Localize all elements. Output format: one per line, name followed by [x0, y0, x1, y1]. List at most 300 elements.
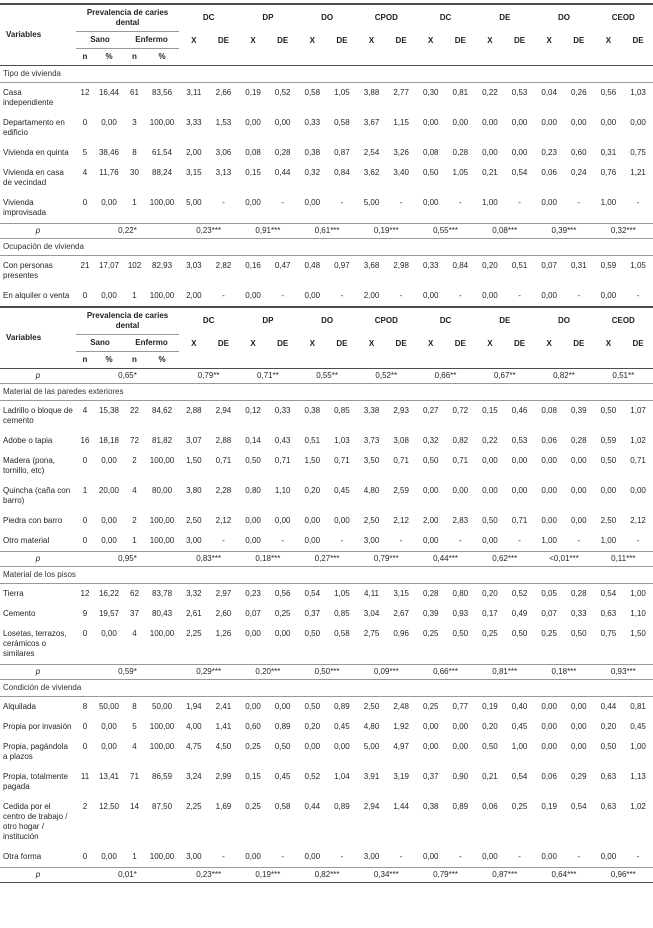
p-value-cell: 0,83***	[179, 552, 238, 567]
col-header-x: X	[534, 335, 564, 369]
value-cell: 0,00	[245, 702, 261, 711]
value-cell: 0,50	[482, 516, 498, 525]
p-value-cell: 0,59*	[76, 665, 179, 680]
p-label: p	[0, 224, 76, 239]
p-value-cell: 0,62***	[475, 552, 534, 567]
value-cell: 2,83	[452, 516, 469, 525]
value-cell: 14	[130, 802, 139, 811]
value-cell: 2,98	[393, 261, 409, 270]
value-cell: 37	[130, 609, 139, 618]
header-row-groups	[0, 307, 653, 335]
value-cell: 0,29	[570, 772, 587, 781]
value-cell: 0,33	[274, 406, 291, 415]
value-cell: 100,00	[149, 198, 175, 207]
value-cell: 1,07	[630, 406, 646, 415]
row-label: Cemento	[3, 609, 36, 618]
p-value-cell: 0,95*	[76, 552, 179, 567]
value-cell: 2,00	[186, 291, 202, 300]
value-cell: 0,21	[482, 772, 498, 781]
value-cell: 0,28	[422, 589, 439, 598]
value-cell: 0,28	[452, 148, 469, 157]
value-cell: -	[518, 536, 521, 545]
value-cell: -	[636, 291, 640, 300]
value-cell: 1,92	[393, 722, 409, 731]
value-cell: 0,71	[334, 456, 350, 465]
value-cell: 0,00	[452, 486, 469, 495]
row-label: Propia, pagándola a plazos	[3, 742, 68, 761]
value-cell: 0,50	[245, 456, 261, 465]
p-value-cell: 0,09***	[357, 665, 416, 680]
value-cell: 0,00	[541, 456, 557, 465]
col-header-n: n	[76, 352, 94, 369]
col-header-x: X	[179, 32, 209, 66]
value-cell: 0	[82, 722, 88, 731]
value-cell: 0,00	[422, 291, 439, 300]
value-cell: 0,08	[245, 148, 261, 157]
value-cell: 0,38	[304, 406, 321, 415]
col-header-de: DE	[386, 32, 416, 66]
value-cell: 0,00	[245, 198, 261, 207]
value-cell: 0,71	[274, 456, 291, 465]
value-cell: 0,00	[245, 536, 261, 545]
value-cell: 0	[82, 742, 88, 751]
value-cell: 0,00	[482, 536, 498, 545]
p-value-cell: 0,11***	[594, 552, 653, 567]
value-cell: 0,20	[304, 486, 321, 495]
p-value-cell: 0,66**	[416, 369, 475, 384]
value-cell: 0,89	[334, 702, 350, 711]
value-cell: 0,00	[422, 742, 439, 751]
value-cell: 0,00	[541, 742, 557, 751]
value-cell: 5,00	[363, 198, 380, 207]
table-row	[0, 286, 653, 307]
value-cell: 3,80	[186, 486, 202, 495]
value-cell: 0,00	[600, 852, 617, 861]
col-header-x: X	[357, 335, 387, 369]
value-cell: 0,00	[452, 118, 469, 127]
value-cell: 2,00	[422, 516, 439, 525]
value-cell: 0,53	[511, 88, 528, 97]
value-cell: 16	[80, 436, 90, 445]
value-cell: 1,44	[393, 802, 409, 811]
p-value-cell: 0,55***	[416, 224, 475, 239]
value-cell: 0,71	[511, 516, 528, 525]
value-cell: 0,26	[570, 88, 587, 97]
value-cell: 1,41	[215, 722, 232, 731]
value-cell: 0,00	[630, 118, 646, 127]
value-cell: 2,12	[393, 516, 409, 525]
value-cell: 0,15	[245, 772, 261, 781]
value-cell: 4,97	[393, 742, 409, 751]
p-value-cell: 0,96***	[594, 868, 653, 883]
value-cell: 0,00	[101, 291, 117, 300]
value-cell: 0,28	[570, 589, 587, 598]
p-value-cell: 0,29***	[179, 665, 238, 680]
value-cell: 0	[82, 118, 88, 127]
value-cell: 1,94	[186, 702, 202, 711]
value-cell: 0,00	[274, 629, 291, 638]
row-label: Casa independiente	[3, 88, 54, 107]
value-cell: 0,81	[452, 88, 469, 97]
col-group-dp-1: DP	[238, 4, 297, 32]
value-cell: -	[518, 198, 521, 207]
table-row	[0, 256, 653, 287]
value-cell: 1,10	[274, 486, 291, 495]
value-cell: 2,28	[215, 486, 232, 495]
section-title: Material de las paredes exteriores	[0, 384, 653, 401]
value-cell: 3,38	[363, 406, 380, 415]
value-cell: 0,00	[541, 291, 557, 300]
value-cell: 0,00	[541, 486, 557, 495]
value-cell: 38,46	[98, 148, 120, 157]
value-cell: 2,75	[363, 629, 380, 638]
value-cell: 9	[82, 609, 88, 618]
section-row	[0, 567, 653, 584]
value-cell: 3,13	[215, 168, 232, 177]
value-cell: 1	[132, 536, 137, 545]
value-cell: 0	[82, 198, 88, 207]
value-cell: 2	[82, 802, 88, 811]
value-cell: 16,22	[98, 589, 120, 598]
col-header-pct: %	[94, 352, 124, 369]
col-header-pct: %	[145, 49, 179, 66]
table-row	[0, 83, 653, 114]
value-cell: 0,12	[245, 406, 261, 415]
value-cell: 71	[130, 772, 139, 781]
section-row	[0, 66, 653, 83]
p-value-cell: 0,55**	[297, 369, 356, 384]
value-cell: -	[577, 852, 581, 861]
value-cell: 3,00	[186, 536, 202, 545]
col-header-de: DE	[327, 32, 357, 66]
value-cell: -	[399, 852, 403, 861]
value-cell: 0,00	[511, 456, 528, 465]
value-cell: 0,00	[511, 148, 528, 157]
value-cell: 0	[82, 456, 88, 465]
value-cell: 0,25	[482, 629, 498, 638]
value-cell: 0,31	[600, 148, 617, 157]
value-cell: 0,58	[274, 802, 291, 811]
value-cell: 88,24	[152, 168, 173, 177]
value-cell: 0,00	[334, 742, 350, 751]
value-cell: 0,00	[304, 536, 321, 545]
value-cell: 0,31	[570, 261, 587, 270]
value-cell: -	[459, 291, 462, 300]
col-header-de: DE	[564, 335, 594, 369]
p-value-cell: 0,87***	[475, 868, 534, 883]
p-value-cell: 0,91***	[238, 224, 297, 239]
value-cell: -	[636, 536, 640, 545]
value-cell: 2,94	[215, 406, 232, 415]
value-cell: 0,76	[600, 168, 617, 177]
value-cell: 2,82	[215, 261, 232, 270]
value-cell: 3,33	[186, 118, 202, 127]
value-cell: 0,00	[304, 291, 321, 300]
value-cell: 0,50	[570, 629, 587, 638]
col-header-de: DE	[209, 32, 239, 66]
value-cell: 2,41	[215, 702, 232, 711]
value-cell: -	[340, 852, 344, 861]
value-cell: 1,05	[630, 261, 646, 270]
p-value-cell: 0,93***	[594, 665, 653, 680]
value-cell: -	[222, 536, 225, 545]
value-cell: 3,06	[215, 148, 232, 157]
p-label: p	[0, 369, 76, 384]
col-group-prevalence: Prevalencia de caries dental	[76, 307, 179, 335]
value-cell: -	[399, 536, 403, 545]
section-title: Condición de vivienda	[0, 680, 653, 697]
value-cell: 0,00	[482, 486, 498, 495]
value-cell: 1,02	[630, 436, 646, 445]
value-cell: 0,60	[245, 722, 261, 731]
p-value-cell: 0,51**	[594, 369, 653, 384]
value-cell: 1,00	[541, 536, 557, 545]
value-cell: 0,00	[274, 702, 291, 711]
section-row	[0, 239, 653, 256]
p-value-cell: 0,71**	[238, 369, 297, 384]
value-cell: 3,19	[393, 772, 409, 781]
row-label: En alquiler o venta	[3, 291, 70, 300]
value-cell: 0,00	[422, 722, 439, 731]
col-header-x: X	[475, 335, 505, 369]
p-value-cell: 0,67**	[475, 369, 534, 384]
value-cell: 87,50	[152, 802, 173, 811]
value-cell: 0,08	[422, 148, 439, 157]
value-cell: 0,58	[334, 118, 350, 127]
value-cell: 0,00	[101, 516, 117, 525]
value-cell: 4,11	[364, 589, 379, 598]
value-cell: 2,50	[363, 516, 380, 525]
p-value-cell: 0,22*	[76, 224, 179, 239]
header-row-sub	[0, 32, 653, 49]
value-cell: 0,50	[600, 742, 617, 751]
value-cell: 1,05	[452, 168, 469, 177]
value-cell: 84,62	[152, 406, 173, 415]
value-cell: 0,39	[570, 406, 587, 415]
value-cell: 0,50	[422, 168, 439, 177]
col-group-dc-0: DC	[179, 307, 238, 335]
value-cell: 0,00	[570, 742, 587, 751]
value-cell: -	[518, 852, 521, 861]
col-group-dc-0: DC	[179, 4, 238, 32]
p-value-cell: 0,19***	[238, 868, 297, 883]
value-cell: 3,88	[363, 88, 380, 97]
value-cell: 61	[130, 88, 139, 97]
row-label: Vivienda en quinta	[3, 148, 69, 157]
p-value-cell: 0,82**	[534, 369, 593, 384]
value-cell: 102	[127, 261, 142, 270]
value-cell: 3,00	[363, 852, 380, 861]
value-cell: 0,25	[245, 742, 261, 751]
header-row-sub	[0, 335, 653, 352]
value-cell: -	[518, 291, 521, 300]
value-cell: 0,00	[482, 118, 498, 127]
value-cell: 0,25	[541, 629, 557, 638]
table-row	[0, 797, 653, 847]
value-cell: 0,00	[304, 516, 321, 525]
value-cell: 0,89	[452, 802, 469, 811]
p-value-cell: 0,64***	[534, 868, 593, 883]
value-cell: 1	[132, 852, 137, 861]
value-cell: 0,96	[393, 629, 409, 638]
value-cell: 100,00	[149, 536, 175, 545]
value-cell: 0,44	[600, 702, 617, 711]
value-cell: 0,63	[600, 772, 617, 781]
col-header-x: X	[297, 32, 327, 66]
value-cell: 0,84	[452, 261, 469, 270]
value-cell: 0,89	[334, 802, 350, 811]
col-group-do-6: DO	[534, 4, 593, 32]
table-row	[0, 584, 653, 605]
value-cell: 0,45	[630, 722, 646, 731]
value-cell: 80,00	[152, 486, 173, 495]
value-cell: 4,80	[363, 486, 380, 495]
p-value-cell: 0,52**	[357, 369, 416, 384]
value-cell: 4	[82, 168, 88, 177]
col-header-de: DE	[505, 32, 535, 66]
value-cell: 0,90	[452, 772, 469, 781]
value-cell: 0,59	[600, 261, 617, 270]
value-cell: 1,03	[630, 88, 646, 97]
value-cell: 2,77	[393, 88, 409, 97]
col-group-ceod-7: CEOD	[594, 307, 653, 335]
row-label: Piedra con barro	[3, 516, 63, 525]
value-cell: 13,41	[98, 772, 120, 781]
col-header-de: DE	[268, 32, 298, 66]
value-cell: 0	[82, 536, 88, 545]
value-cell: 0,24	[570, 168, 587, 177]
col-group-dc-4: DC	[416, 4, 475, 32]
value-cell: 1,50	[186, 456, 202, 465]
value-cell: 2,50	[186, 516, 202, 525]
col-header-x: X	[534, 32, 564, 66]
value-cell: 0,25	[245, 802, 261, 811]
section-row	[0, 680, 653, 697]
value-cell: 0,06	[482, 802, 498, 811]
value-cell: 2,50	[363, 702, 380, 711]
value-cell: 2,88	[215, 436, 232, 445]
value-cell: 4,00	[186, 722, 202, 731]
p-value-cell: 0,81***	[475, 665, 534, 680]
value-cell: 0,23	[541, 148, 557, 157]
value-cell: 0,00	[245, 852, 261, 861]
value-cell: 0,50	[482, 742, 498, 751]
value-cell: 0,45	[274, 772, 291, 781]
value-cell: 0,00	[274, 118, 291, 127]
value-cell: 2,61	[186, 609, 202, 618]
p-value-cell: 0,44***	[416, 552, 475, 567]
value-cell: 5,00	[363, 742, 380, 751]
value-cell: 0,49	[511, 609, 528, 618]
col-header-x: X	[179, 335, 209, 369]
table-row	[0, 401, 653, 432]
section-row	[0, 384, 653, 401]
value-cell: 0,00	[304, 852, 321, 861]
value-cell: 0,00	[334, 516, 350, 525]
p-value-cell: 0,79***	[416, 868, 475, 883]
header-row-groups	[0, 4, 653, 32]
value-cell: 0,00	[541, 702, 557, 711]
p-value-cell: 0,23***	[179, 224, 238, 239]
value-cell: 5	[132, 722, 137, 731]
value-cell: 3,68	[363, 261, 380, 270]
value-cell: 80,43	[152, 609, 173, 618]
value-cell: -	[577, 536, 581, 545]
value-cell: 0,56	[600, 88, 617, 97]
row-label: Propia por invasión	[3, 722, 72, 731]
value-cell: 0,00	[570, 118, 587, 127]
col-group-dc-4: DC	[416, 307, 475, 335]
value-cell: 3,24	[186, 772, 202, 781]
value-cell: 81,82	[152, 436, 173, 445]
value-cell: 3,11	[186, 88, 202, 97]
value-cell: 3,62	[363, 168, 380, 177]
value-cell: -	[636, 198, 640, 207]
value-cell: 0,20	[482, 722, 498, 731]
value-cell: 3,08	[393, 436, 409, 445]
value-cell: 0,82	[452, 436, 469, 445]
value-cell: 0,52	[274, 88, 291, 97]
row-label: Madera (pona, tornillo, etc)	[3, 456, 56, 475]
value-cell: 11	[80, 772, 90, 781]
p-value-cell: 0,23***	[179, 868, 238, 883]
value-cell: 2,00	[363, 291, 380, 300]
value-cell: 8	[132, 702, 137, 711]
value-cell: 0,50	[511, 629, 528, 638]
col-group-cpod-3: CPOD	[357, 4, 416, 32]
value-cell: -	[399, 291, 403, 300]
value-cell: 0,32	[422, 436, 439, 445]
value-cell: -	[281, 852, 285, 861]
col-group-prevalence: Prevalencia de caries dental	[76, 4, 179, 32]
row-label: Quincha (caña con barro)	[3, 486, 71, 505]
value-cell: 3,00	[186, 852, 202, 861]
value-cell: 0,38	[422, 802, 439, 811]
value-cell: 0,00	[245, 291, 261, 300]
row-label: Con personas presentes	[3, 261, 53, 280]
value-cell: 0,71	[393, 456, 409, 465]
value-cell: 1,13	[630, 772, 646, 781]
value-cell: 0,14	[245, 436, 261, 445]
value-cell: 0,39	[422, 609, 439, 618]
value-cell: 0,00	[541, 198, 557, 207]
value-cell: 0,37	[422, 772, 439, 781]
value-cell: 0,22	[482, 88, 498, 97]
value-cell: 0,00	[304, 742, 321, 751]
value-cell: 3,04	[363, 609, 380, 618]
table-row	[0, 143, 653, 163]
value-cell: 0,00	[101, 198, 117, 207]
table-row	[0, 737, 653, 767]
value-cell: 4,75	[186, 742, 202, 751]
col-header-variables: Variables	[0, 4, 76, 66]
value-cell: 0,54	[304, 589, 321, 598]
value-cell: 0,00	[570, 722, 587, 731]
col-header-n: n	[124, 49, 145, 66]
value-cell: 0,33	[570, 609, 587, 618]
value-cell: 0,43	[274, 436, 291, 445]
value-cell: 2,12	[215, 516, 232, 525]
value-cell: 0,63	[600, 609, 617, 618]
value-cell: 0,97	[334, 261, 350, 270]
p-value-cell: 0,01*	[76, 868, 179, 883]
col-header-x: X	[238, 335, 268, 369]
col-group-enfermo: Enfermo	[124, 32, 179, 49]
value-cell: 0,81	[630, 702, 646, 711]
value-cell: 4	[82, 406, 88, 415]
col-header-de: DE	[623, 32, 653, 66]
row-label: Departamento en edificio	[3, 118, 65, 137]
